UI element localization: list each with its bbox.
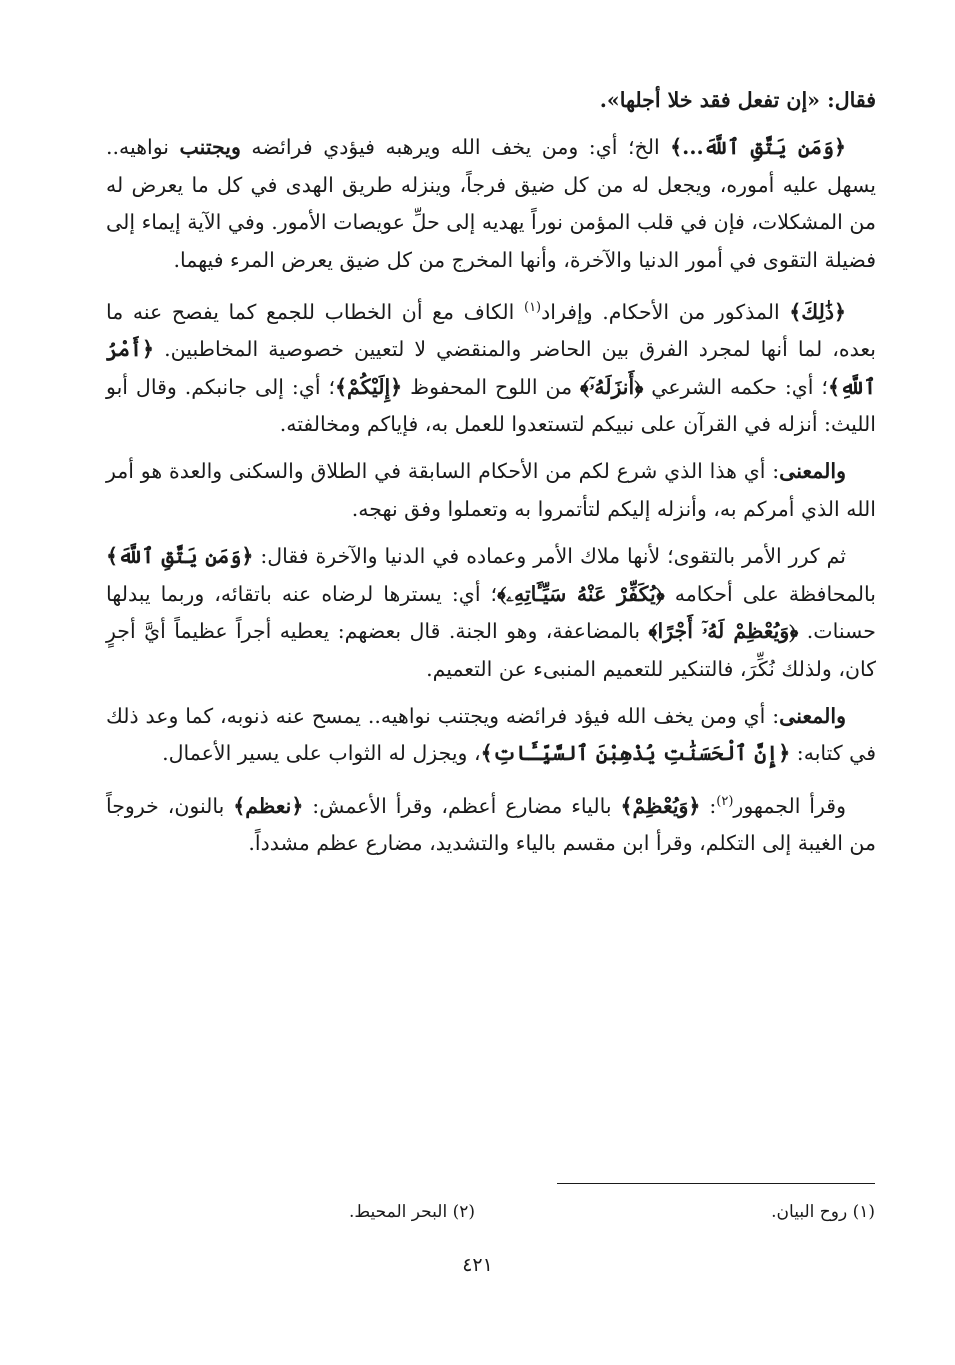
text-run: ، ويجزل له الثواب على يسير الأعمال. bbox=[162, 741, 481, 766]
emphasized-text: ﴿وَيُعْظِمْ لَهُۥٓ أَجْرًا﴾ bbox=[648, 619, 799, 644]
paragraph bbox=[106, 289, 876, 443]
text-run: وقرأ الجمهور bbox=[733, 793, 847, 818]
emphasized-text: ﴿أَمْرُ ٱللَّهِ﴾ bbox=[106, 337, 876, 399]
paragraph bbox=[106, 698, 876, 773]
page-number: ٤٢١ bbox=[462, 1254, 493, 1276]
text-run: بالمضاعفة، وهو الجنة. قال بعضهم: يعطيه أجراً عظيماً أيَّ أجرٍ كان، ولذلك نُكِّرَ، فالتنكير للتعميم المنبىء عن التعميم. bbox=[106, 619, 876, 681]
emphasized-text: ﴿وَيُعْظِمْ﴾ bbox=[620, 793, 701, 818]
text-run: بالنون، خروجاً من الغيبة إلى التكلم، وقرأ ابن مقسم بالياء والتشديد، مضارع عظم مشدداً. bbox=[106, 793, 876, 855]
text-run: : أي هذا الذي شرع لكم من الأحكام السابقة في الطلاق والسكنى والعدة هو أمر الله الذي أمركم به، وأنزله إليكم لتأتمروا به وتعملوا وفق نهجه. bbox=[106, 459, 876, 521]
emphasized-text: ﴿يُكَفِّرْ عَنْهُ سَيِّـَٔاتِهِۦ﴾ bbox=[497, 581, 665, 606]
paragraph bbox=[106, 538, 876, 688]
text-run: الخ؛ أي: ومن يخف الله ويرهبه فيؤدي فرائضه bbox=[240, 135, 671, 160]
text-run: بالياء مضارع أعظم، وقرأ الأعمش: bbox=[303, 793, 621, 818]
footnote-marker: (١) bbox=[523, 300, 542, 316]
text-run: الكاف مع أن الخطاب للجمع كما يفصح عنه ما بعده، لما أنها لمجرد الفرق بين الحاضر والمنقضي لا لتعيين خصوصية المخاطبين. bbox=[106, 299, 876, 362]
text-run: : أي ومن يخف الله فيؤد فرائضه ويجتنب نواهيه.. يمسح عنه ذنوبه، كما وعد ذلك في كتابه: bbox=[106, 703, 876, 766]
footnotes bbox=[235, 1202, 875, 1232]
text-run: من اللوح المحفوظ bbox=[402, 374, 581, 399]
emphasized-text: ﴿ذَٰلِكَ﴾ bbox=[789, 299, 846, 324]
emphasized-text: والمعنى bbox=[779, 459, 846, 484]
footnote-1: (١) روح البيان. bbox=[771, 1202, 875, 1222]
text-run: المذكور من الأحكام. وإفراد bbox=[541, 299, 790, 324]
text-run: نواهيه.. يسهل عليه أموره، ويجعل له من كل ضيق فرجاً، وينزله طريق الهدى في كل ما يعرض له من المشكلات، فإن في قلب المؤمن نوراً يهديه إلى حلِّ عويصات الأمور. وفي الآية إيماء إلى فضيلة التقوى في أمور الدنيا والآخرة، وأنها المخرج من كل ضيق يعرض المرء فيهما. bbox=[106, 135, 876, 272]
emphasized-text: ﴿وَمَن يَتَّقِ ٱللَّهَ...﴾ bbox=[670, 135, 846, 160]
paragraph bbox=[106, 82, 876, 119]
footnote-separator bbox=[557, 1183, 875, 1184]
footnote-marker: (٢) bbox=[716, 793, 734, 809]
emphasized-text: ﴿أَنزَلَهُۥٓ﴾ bbox=[580, 374, 644, 399]
emphasized-text: ﴿وَمَن يَتَّقِ ٱللَّهَ﴾ bbox=[106, 544, 254, 569]
text-run: ؛ أي: إلى جانبكم. وقال أبو الليث: أنزله في القرآن على نبيكم لتستعدوا للعمل به، فإياكم ومخالفته. bbox=[106, 374, 876, 437]
emphasized-text: ﴿نعظم﴾ bbox=[233, 793, 304, 818]
text-run: ؛ أي: يسترها لرضاه عنه باتقائه، وربما يبدلها حسنات. bbox=[106, 581, 876, 644]
text-run: ثم كرر الأمر بالتقوى؛ لأنها ملاك الأمر وعماده في الدنيا والآخرة فقال: bbox=[253, 544, 846, 569]
footnote-2: (٢) البحر المحيط. bbox=[349, 1202, 475, 1222]
emphasized-text: فقال: «إن تفعل فقد خلا أجلها». bbox=[599, 88, 876, 112]
text-run: : bbox=[700, 793, 717, 818]
emphasized-text: ﴿إِنَّ ٱلْحَسَنَٰتِ يُذْهِبْنَ ٱلسَّيِّـَٔاتِ﴾ bbox=[480, 741, 791, 766]
emphasized-text: والمعنى bbox=[779, 703, 846, 728]
body-text bbox=[106, 82, 876, 872]
text-run: بالمحافظة على أحكامه bbox=[664, 581, 877, 606]
paragraph bbox=[106, 129, 876, 279]
emphasized-text: ﴿إِلَيْكُمْ﴾ bbox=[335, 374, 403, 399]
emphasized-text: ويجتنب bbox=[179, 135, 241, 160]
paragraph bbox=[106, 783, 876, 863]
paragraph bbox=[106, 453, 876, 528]
text-run: ؛ أي: حكمه الشرعي bbox=[643, 374, 828, 399]
